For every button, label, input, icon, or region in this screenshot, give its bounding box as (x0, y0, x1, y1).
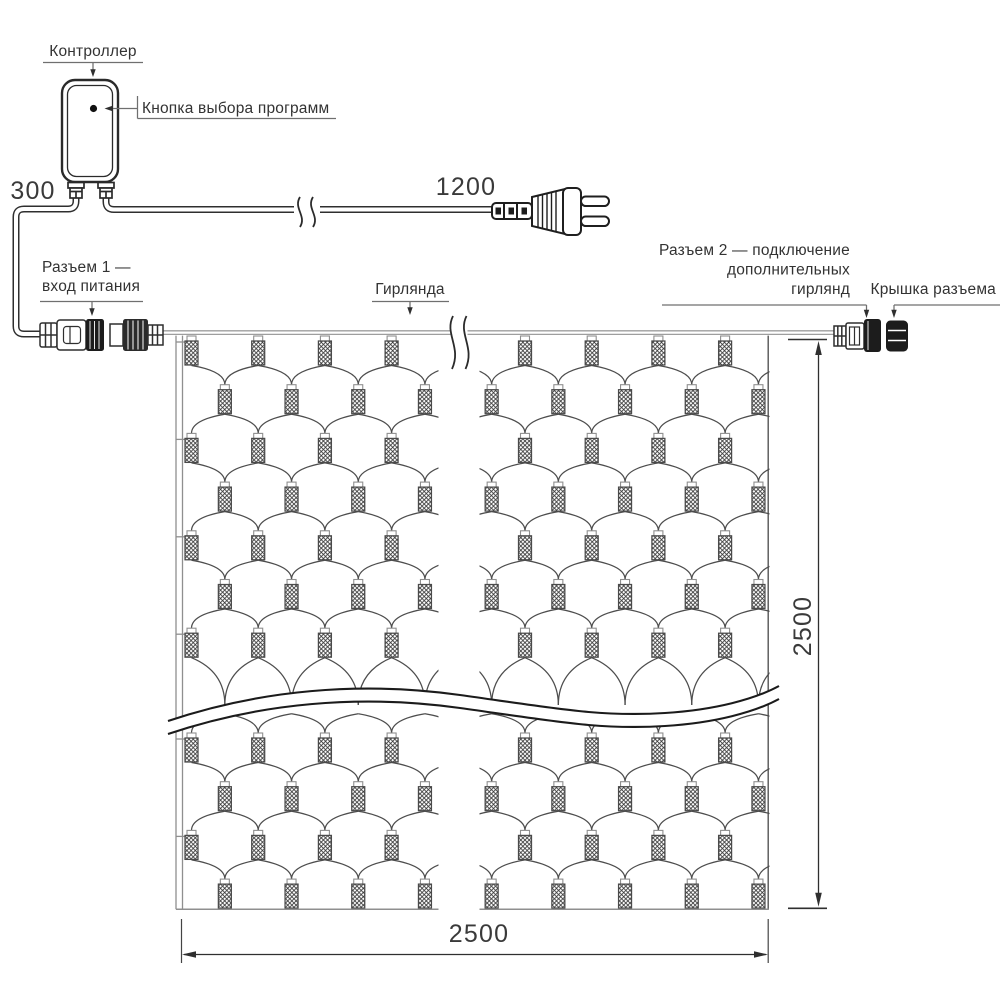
led-lamp (652, 531, 665, 560)
led-lamp (752, 580, 765, 609)
plug-prong (581, 217, 609, 227)
led-lamp (218, 482, 231, 511)
connector1-black-ring (86, 319, 104, 351)
led-lamp (519, 628, 532, 657)
connector1-label-line2: вход питания (42, 278, 141, 295)
led-lamp (619, 879, 632, 908)
plug-prong (581, 197, 609, 207)
led-lamp (585, 433, 598, 462)
led-lamp (385, 830, 398, 859)
led-lamp (418, 482, 431, 511)
led-lamp (385, 531, 398, 560)
led-lamp (485, 580, 498, 609)
led-lamp (252, 531, 265, 560)
led-lamp (185, 433, 198, 462)
led-lamp (685, 879, 698, 908)
led-lamp (719, 830, 732, 859)
led-lamp (318, 628, 331, 657)
led-lamp (252, 433, 265, 462)
led-lamp (185, 336, 198, 365)
led-lamp (418, 580, 431, 609)
led-lamp (418, 385, 431, 414)
led-lamp (352, 580, 365, 609)
connector-1 (40, 319, 163, 351)
net-gap-mask (439, 337, 480, 907)
led-lamp (719, 628, 732, 657)
led-lamp (752, 385, 765, 414)
led-lamp (552, 782, 565, 811)
led-lamp (685, 385, 698, 414)
led-lamp (652, 733, 665, 762)
led-lamp (252, 733, 265, 762)
led-lamp (218, 580, 231, 609)
controller-box (62, 80, 118, 182)
led-lamp (585, 830, 598, 859)
led-lamp (385, 433, 398, 462)
led-lamp (285, 879, 298, 908)
led-lamp (752, 782, 765, 811)
led-lamp (652, 830, 665, 859)
controller-terminal (68, 183, 84, 199)
led-lamp (385, 336, 398, 365)
led-lamp (652, 433, 665, 462)
led-lamp (585, 531, 598, 560)
connector2-label-line3: гирлянд (791, 281, 850, 298)
led-lamp (619, 482, 632, 511)
led-lamp (485, 385, 498, 414)
connector-cap-label: Крышка разъема (870, 281, 996, 298)
led-lamp (685, 482, 698, 511)
led-lamp (652, 628, 665, 657)
led-lamp (318, 830, 331, 859)
led-lamp (519, 733, 532, 762)
led-lamp (552, 879, 565, 908)
led-lamp (185, 733, 198, 762)
led-lamp (519, 531, 532, 560)
cable-1200-length: 1200 (435, 173, 497, 201)
connector2-label-line2: дополнительных (726, 261, 850, 279)
led-lamp (552, 482, 565, 511)
led-lamp (285, 580, 298, 609)
led-lamp (318, 433, 331, 462)
led-lamp (485, 482, 498, 511)
led-lamp (218, 782, 231, 811)
led-lamp (585, 336, 598, 365)
led-lamp (385, 628, 398, 657)
led-lamp (585, 628, 598, 657)
led-lamp (719, 733, 732, 762)
plug-body (532, 189, 565, 234)
led-lamp (285, 385, 298, 414)
led-lamp (619, 782, 632, 811)
led-lamp (185, 830, 198, 859)
program-button-label: Кнопка выбора программ (142, 100, 330, 117)
led-lamp (619, 580, 632, 609)
led-lamp (318, 336, 331, 365)
connector2-black-ring (864, 319, 881, 352)
led-lamp (352, 782, 365, 811)
led-lamp (519, 433, 532, 462)
led-lamp (318, 733, 331, 762)
led-lamp (719, 336, 732, 365)
led-lamp (619, 385, 632, 414)
led-lamp (352, 879, 365, 908)
led-lamp (218, 879, 231, 908)
cable-300-length: 300 (10, 177, 56, 205)
led-lamp (485, 782, 498, 811)
connector1-label-line1: Разъем 1 — (42, 259, 131, 276)
led-lamp (652, 336, 665, 365)
led-lamp (552, 580, 565, 609)
led-lamp (552, 385, 565, 414)
led-lamp (385, 733, 398, 762)
led-lamp (519, 830, 532, 859)
connector1-nut (123, 319, 148, 351)
led-lamp (519, 336, 532, 365)
led-lamp (285, 782, 298, 811)
led-lamp (719, 433, 732, 462)
led-lamp (418, 782, 431, 811)
net-height-value: 2500 (789, 595, 817, 657)
led-lamp (485, 879, 498, 908)
led-lamp (218, 385, 231, 414)
connector-cap (886, 321, 908, 352)
led-lamp (185, 628, 198, 657)
led-lamp (252, 336, 265, 365)
controller-terminal (98, 183, 114, 199)
led-lamp (752, 482, 765, 511)
led-lamp (352, 385, 365, 414)
led-lamp (719, 531, 732, 560)
led-lamp (752, 879, 765, 908)
led-lamp (185, 531, 198, 560)
led-lamp (285, 482, 298, 511)
led-lamp (585, 733, 598, 762)
garland-label: Гирлянда (375, 281, 445, 298)
led-lamp (685, 782, 698, 811)
led-lamp (352, 482, 365, 511)
controller (62, 80, 118, 198)
program-select-button[interactable] (90, 105, 97, 112)
led-lamp (418, 879, 431, 908)
connector2-label-line1: Разъем 2 — подключение (659, 242, 850, 259)
led-lamp (252, 628, 265, 657)
led-lamp (318, 531, 331, 560)
led-lamp (685, 580, 698, 609)
controller-label: Контроллер (49, 43, 137, 60)
led-lamp (252, 830, 265, 859)
net-width-value: 2500 (448, 920, 510, 948)
